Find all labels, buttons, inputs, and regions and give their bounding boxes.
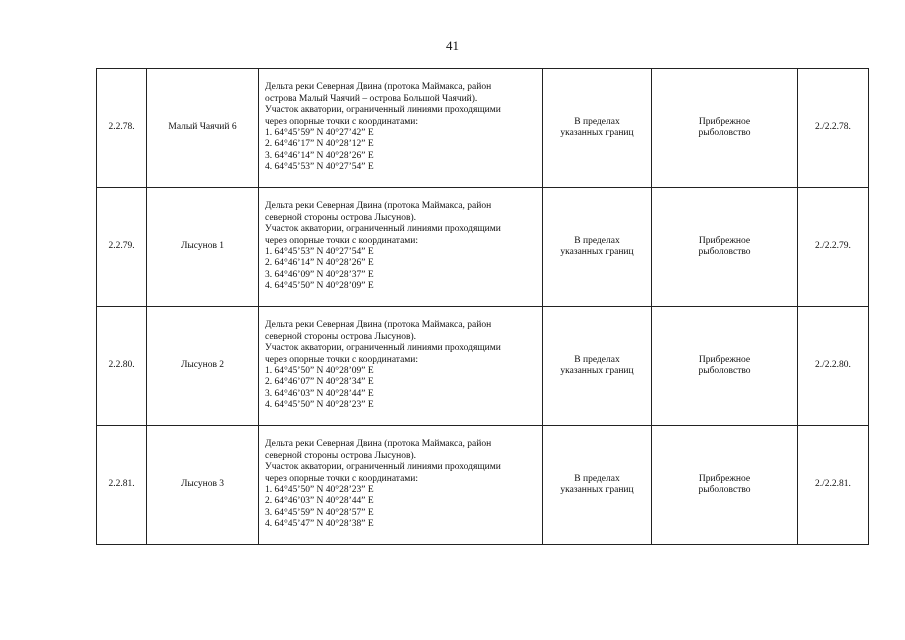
description-line: 2. 64°46’03” N 40°28’44” E: [265, 496, 374, 507]
description-line: Участок акватории, ограниченный линиями проходящими: [265, 224, 501, 235]
description-line: 1. 64°45’50” N 40°28’09” E: [265, 366, 374, 376]
boundary-line: В пределах: [574, 354, 620, 365]
description-line: 2. 64°46’07” N 40°28’34” E: [265, 377, 374, 388]
section-boundary-cell: [543, 188, 652, 307]
fishing_type-line: рыболовство: [698, 247, 751, 257]
description-line: Дельта реки Северная Двина (протока Маймакса, район: [265, 439, 492, 450]
section-boundary-cell: [543, 69, 652, 188]
table-row: [97, 69, 869, 188]
description-line: через опорные точки с координатами:: [265, 116, 419, 127]
boundary-line: указанных границ: [560, 485, 634, 495]
section-description-cell: [259, 69, 543, 188]
description-line: 3. 64°46’14” N 40°28’26” E: [265, 150, 374, 161]
description-line: северной стороны острова Лысунов).: [265, 212, 417, 223]
description-line: через опорные точки с координатами:: [265, 235, 419, 246]
fishing_type-line: Прибрежное: [698, 116, 751, 127]
description-line: северной стороны острова Лысунов).: [265, 450, 417, 461]
boundary-line: указанных границ: [560, 128, 634, 138]
description-line: Участок акватории, ограниченный линиями проходящими: [265, 462, 501, 473]
section-code-cell: 2./2.2.81.: [798, 426, 869, 545]
section-boundary-cell: [543, 426, 652, 545]
fishing_type-line: Прибрежное: [698, 473, 751, 484]
section-description-cell: [259, 307, 543, 426]
page-number: 41: [446, 38, 459, 53]
fishing-type-cell: [652, 69, 798, 188]
section-name-cell: Лысунов 2: [147, 307, 259, 426]
fishing-type-cell: [652, 426, 798, 545]
section-number-cell: 2.2.78.: [97, 69, 147, 188]
description-line: 2. 64°46’17” N 40°28’12” E: [265, 139, 374, 150]
description-line: Дельта реки Северная Двина (протока Маймакса, район: [265, 201, 492, 212]
section-number-cell: 2.2.81.: [97, 426, 147, 545]
boundary-line: В пределах: [574, 473, 620, 484]
description-line: 4. 64°45’47” N 40°28’38” E: [265, 519, 374, 530]
description-line: 4. 64°45’53” N 40°27’54” E: [265, 162, 374, 173]
description-line: через опорные точки с координатами:: [265, 354, 419, 365]
fishing_type-line: Прибрежное: [698, 235, 751, 246]
table-row: [97, 426, 869, 545]
description-line: северной стороны острова Лысунов).: [265, 331, 417, 342]
section-name-cell: Малый Чаячий 6: [147, 69, 259, 188]
fishing_type-line: Прибрежное: [698, 354, 751, 365]
description-line: 3. 64°45’59” N 40°28’57” E: [265, 507, 374, 518]
section-description-cell: [259, 426, 543, 545]
boundary-line: указанных границ: [560, 366, 634, 376]
description-line: 2. 64°46’14” N 40°28’26” E: [265, 258, 374, 269]
fishing-type-cell: [652, 188, 798, 307]
description-line: Дельта реки Северная Двина (протока Маймакса, район: [265, 320, 492, 331]
section-code-cell: 2./2.2.79.: [798, 188, 869, 307]
description-line: острова Малый Чаячий – острова Большой Чаячий).: [265, 93, 478, 104]
section-boundary-cell: [543, 307, 652, 426]
section-description-cell: [259, 188, 543, 307]
description-line: 1. 64°45’59” N 40°27’42” E: [265, 128, 374, 138]
fishing-type-cell: [652, 307, 798, 426]
description-line: 1. 64°45’53” N 40°27’54” E: [265, 247, 374, 257]
fishing_type-line: рыболовство: [698, 128, 751, 138]
description-line: 3. 64°46’03” N 40°28’44” E: [265, 388, 374, 399]
description-line: Дельта реки Северная Двина (протока Маймакса, район: [265, 82, 492, 93]
section-name-cell: Лысунов 1: [147, 188, 259, 307]
table-row: [97, 188, 869, 307]
fishing-sections-table: [96, 68, 869, 545]
description-line: Участок акватории, ограниченный линиями проходящими: [265, 105, 501, 116]
fishing_type-line: рыболовство: [698, 485, 751, 495]
description-line: 1. 64°45’50” N 40°28’23” E: [265, 485, 374, 495]
section-code-cell: 2./2.2.80.: [798, 307, 869, 426]
description-line: 4. 64°45’50” N 40°28’23” E: [265, 400, 374, 411]
description-line: Участок акватории, ограниченный линиями проходящими: [265, 343, 501, 354]
boundary-line: В пределах: [574, 235, 620, 246]
description-line: через опорные точки с координатами:: [265, 473, 419, 484]
section-number-cell: 2.2.79.: [97, 188, 147, 307]
fishing_type-line: рыболовство: [698, 366, 751, 376]
description-line: 3. 64°46’09” N 40°28’37” E: [265, 269, 374, 280]
section-name-cell: Лысунов 3: [147, 426, 259, 545]
boundary-line: В пределах: [574, 116, 620, 127]
section-code-cell: 2./2.2.78.: [798, 69, 869, 188]
table-body: [97, 69, 869, 545]
description-line: 4. 64°45’50” N 40°28’09” E: [265, 281, 374, 292]
table-row: [97, 307, 869, 426]
section-number-cell: 2.2.80.: [97, 307, 147, 426]
boundary-line: указанных границ: [560, 247, 634, 257]
